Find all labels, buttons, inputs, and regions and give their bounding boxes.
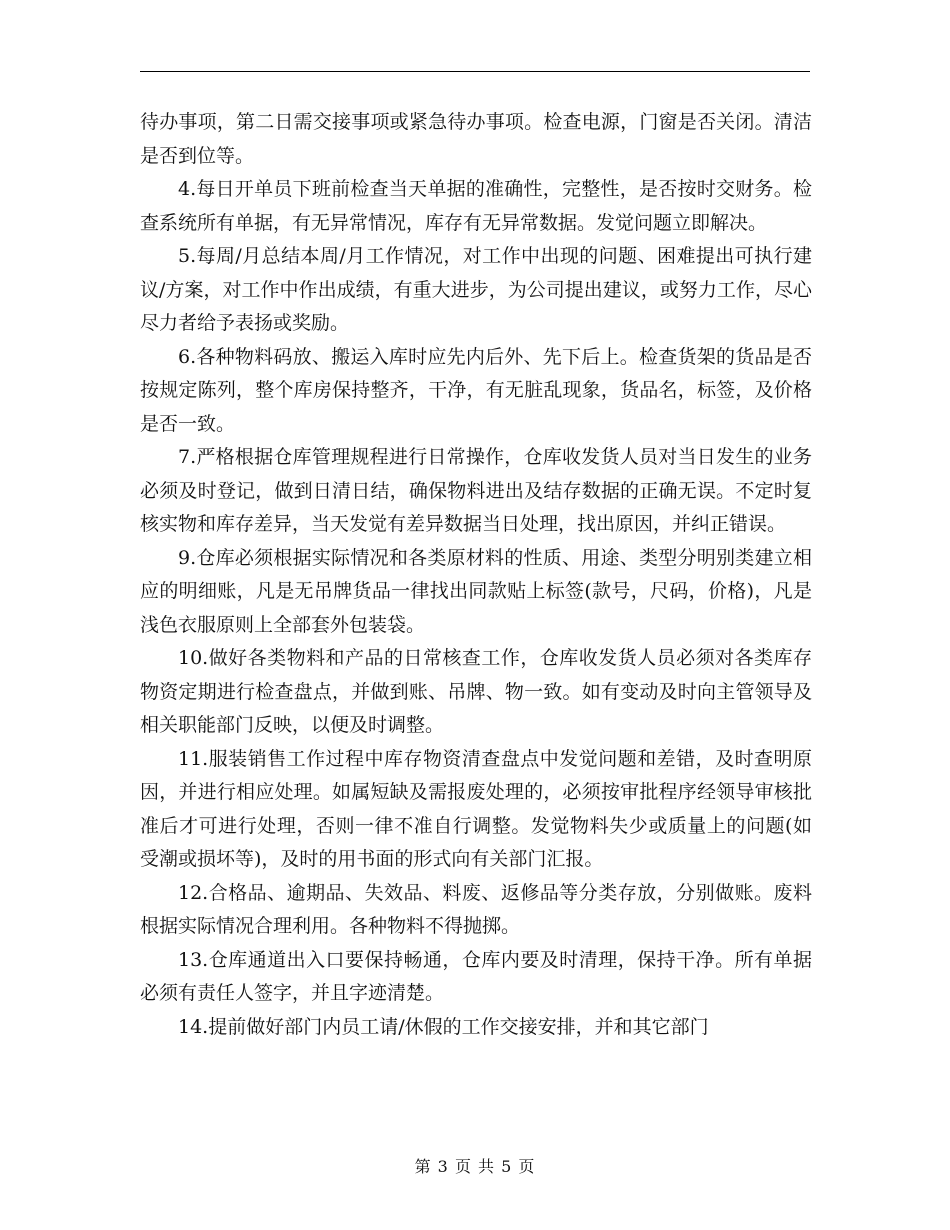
- paragraph: 待办事项，第二日需交接事项或紧急待办事项。检查电源，门窗是否关闭。清洁是否到位等。: [140, 111, 812, 167]
- document-body: [140, 106, 812, 1044]
- paragraph: 13.仓库通道出入口要保持畅通，仓库内要及时清理，保持干净。所有单据必须有责任人签字，并且字迹清楚。: [140, 948, 812, 1004]
- paragraph: 10.做好各类物料和产品的日常核查工作，仓库收发货人员必须对各类库存物资定期进行检查盘点，并做到账、吊牌、物一致。如有变动及时向主管领导及相关职能部门反映，以便及时调整。: [140, 647, 812, 736]
- paragraph: 12.合格品、逾期品、失效品、料废、返修品等分类存放，分别做账。废料根据实际情况合理利用。各种物料不得抛掷。: [140, 881, 812, 937]
- paragraph: 11.服装销售工作过程中库存物资清查盘点中发觉问题和差错，及时查明原因，并进行相应处理。如属短缺及需报废处理的，必须按审批程序经领导审核批准后才可进行处理，否则一律不准自行调整。发觉物料失少或质量上的问题(如受潮或损坏等)，及时的用书面的形式向有关部门汇报。: [140, 747, 812, 870]
- paragraph: 14.提前做好部门内员工请/休假的工作交接安排，并和其它部门: [178, 1015, 709, 1038]
- paragraph: 5.每周/月总结本周/月工作情况，对工作中出现的问题、困难提出可执行建议/方案，对工作中作出成绩，有重大进步，为公司提出建议，或努力工作，尽心尽力者给予表扬或奖励。: [140, 245, 812, 334]
- header-rule: [140, 71, 810, 72]
- paragraph: 9.仓库必须根据实际情况和各类原材料的性质、用途、类型分明别类建立相应的明细账，凡是无吊牌货品一律找出同款贴上标签(款号，尺码，价格)，凡是浅色衣服原则上全部套外包装袋。: [140, 546, 812, 636]
- paragraph: 7.严格根据仓库管理规程进行日常操作，仓库收发货人员对当日发生的业务必须及时登记，做到日清日结，确保物料进出及结存数据的正确无误。不定时复核实物和库存差异，当天发觉有差异数据当日处理，找出原因，并纠正错误。: [140, 446, 812, 535]
- paragraph: 6.各种物料码放、搬运入库时应先内后外、先下后上。检查货架的货品是否按规定陈列，整个库房保持整齐，干净，有无脏乱现象，货品名，标签，及价格是否一致。: [140, 345, 812, 435]
- paragraph: 4.每日开单员下班前检查当天单据的准确性，完整性，是否按时交财务。检查系统所有单据，有无异常情况，库存有无异常数据。发觉问题立即解决。: [140, 178, 812, 234]
- page-footer: 第 3 页 共 5 页: [414, 1157, 536, 1176]
